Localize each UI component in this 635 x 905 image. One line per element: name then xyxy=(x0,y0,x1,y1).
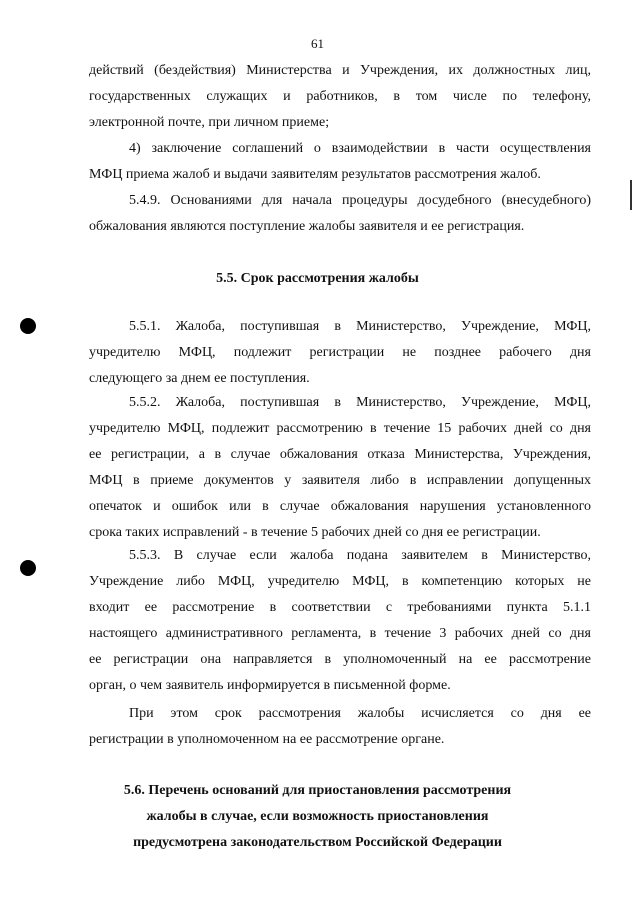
heading-line: предусмотрена законодательством Российской Федерации xyxy=(133,835,502,850)
text-line: 5.4.9. Основаниями для начала процедуры досудебного (внесудебного) xyxy=(129,193,591,208)
text-line: МФЦ в приеме документов у заявителя либо в исправлении допущенных xyxy=(89,473,591,488)
text-line: 5.5.1. Жалоба, поступившая в Министерство, Учреждение, МФЦ, xyxy=(129,319,591,334)
text-line: МФЦ приема жалоб и выдачи заявителям результатов рассмотрения жалоб. xyxy=(89,167,541,182)
hole-punch-bottom xyxy=(20,560,36,576)
text-line: 4) заключение соглашений о взаимодействии в части осуществления xyxy=(129,141,591,156)
text-line: При этом срок рассмотрения жалобы исчисляется со дня ее xyxy=(129,706,591,721)
text-line: настоящего административного регламента, в течение 3 рабочих дней со дня xyxy=(89,626,591,641)
paragraph-review-period xyxy=(89,701,591,753)
text-line: опечаток и ошибок или в случае обжалования нарушения установленного xyxy=(89,499,591,514)
paragraph-5-5-1 xyxy=(89,314,591,392)
text-line: следующего за днем ее поступления. xyxy=(89,371,310,386)
text-line: учредителю МФЦ, подлежит регистрации не позднее рабочего дня xyxy=(89,345,591,360)
text-line: орган, о чем заявитель информируется в письменной форме. xyxy=(89,678,451,693)
text-line: входит ее рассмотрение в соответствии с требованиями пункта 5.1.1 xyxy=(89,600,591,615)
text-line: ее регистрации, а в случае обжалования отказа Министерства, Учреждения, xyxy=(89,447,591,462)
paragraph-5-5-2 xyxy=(89,390,591,546)
text-line: срока таких исправлений - в течение 5 рабочих дней со дня ее регистрации. xyxy=(89,525,541,540)
text-line: действий (бездействия) Министерства и Учреждения, их должностных лиц, xyxy=(89,63,591,78)
text-line: 5.5.3. В случае если жалоба подана заявителем в Министерство, xyxy=(129,548,591,563)
page-number: 61 xyxy=(311,36,324,51)
paragraph-continuation xyxy=(89,58,591,136)
heading-line: жалобы в случае, если возможность приостановления xyxy=(146,809,489,824)
paragraph-item-4 xyxy=(89,136,591,188)
paragraph-5-5-3 xyxy=(89,543,591,699)
section-heading-5-5: 5.5. Срок рассмотрения жалобы xyxy=(216,271,419,286)
text-line: обжалования являются поступление жалобы заявителя и ее регистрация. xyxy=(89,219,525,234)
text-line: учредителю МФЦ, подлежит рассмотрению в течение 15 рабочих дней со дня xyxy=(89,421,591,436)
text-line: 5.5.2. Жалоба, поступившая в Министерство, Учреждение, МФЦ, xyxy=(129,395,591,410)
text-line: регистрации в уполномоченном на ее рассмотрение органе. xyxy=(89,732,445,747)
text-line: Учреждение либо МФЦ, учредителю МФЦ, в компетенцию которых не xyxy=(89,574,591,589)
section-heading-5-6 xyxy=(0,778,635,856)
paragraph-5-4-9 xyxy=(89,188,591,240)
scan-edge-mark xyxy=(630,180,632,210)
text-line: электронной почте, при личном приеме; xyxy=(89,115,330,130)
text-line: государственных служащих и работников, в том числе по телефону, xyxy=(89,89,591,104)
text-line: ее регистрации она направляется в уполномоченный на ее рассмотрение xyxy=(89,652,591,667)
hole-punch-top xyxy=(20,318,36,334)
heading-line: 5.6. Перечень оснований для приостановления рассмотрения xyxy=(123,783,512,798)
